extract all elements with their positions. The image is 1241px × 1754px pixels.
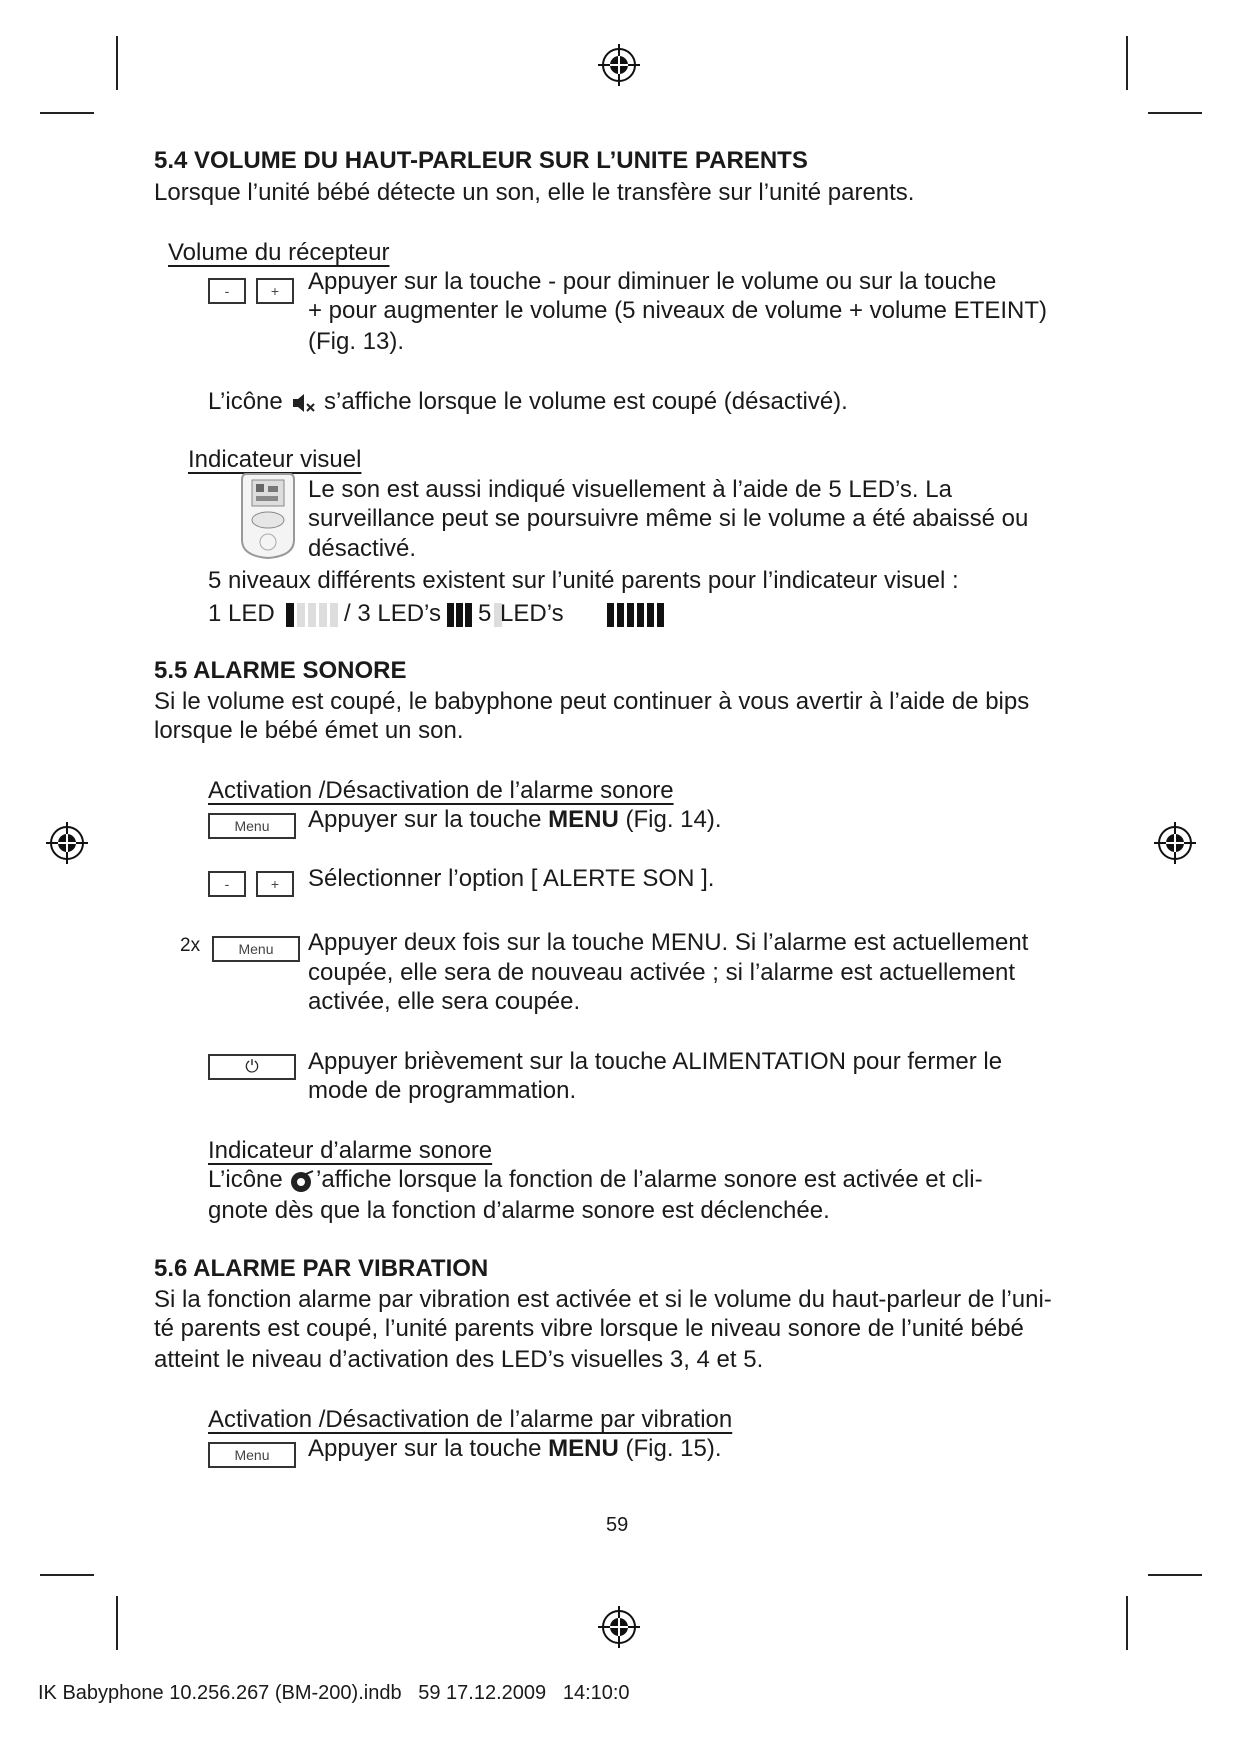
registration-mark-icon [1152, 820, 1198, 866]
plus-key[interactable]: + [256, 278, 294, 304]
crop-mark [1126, 1596, 1128, 1650]
minus-key[interactable]: - [208, 871, 246, 897]
led-3-label: / 3 LED’s [344, 600, 441, 627]
section-5-4-intro: Lorsque l’unité bébé détecte un son, elle le transfère sur l’unité parents. [154, 179, 915, 206]
visual-indicator-label: Indicateur visuel [188, 446, 362, 473]
indicator-suffix: ’affiche lorsque la fonction de l’alarme sonore est activée et cli- [316, 1166, 983, 1193]
visual-text-1: Le son est aussi indiqué visuellement à l’aide de 5 LED’s. La [308, 476, 952, 503]
sound-step-3-line-2: coupée, elle sera de nouveau activée ; si l’alarme est actuellement [308, 959, 1016, 986]
led-5-label: LED’s [500, 600, 564, 627]
registration-mark-icon [596, 42, 642, 88]
sound-alarm-icon [290, 1170, 314, 1194]
sound-step-3-line-3: activée, elle sera coupée. [308, 988, 581, 1015]
sound-step-2: Sélectionner l’option [ ALERTE SON ]. [308, 865, 715, 892]
sound-step-3-line-1: Appuyer deux fois sur la touche MENU. Si l’alarme est actuellement [308, 929, 1029, 956]
led-1-label: 1 LED [208, 600, 275, 627]
crop-mark [1148, 112, 1202, 114]
crop-mark [116, 1596, 118, 1650]
indicator-line-2: gnote dès que la fonction d’alarme sonore est déclenchée. [208, 1197, 830, 1224]
menu-key[interactable]: Menu [212, 936, 300, 962]
sound-step-4-line-1: Appuyer brièvement sur la touche ALIMENTATION pour fermer le [308, 1048, 1003, 1075]
section-5-5-intro-1: Si le volume est coupé, le babyphone peut continuer à vous avertir à l’aide de bips [154, 688, 1030, 715]
led-bar-5-icon [607, 603, 667, 627]
section-5-4-heading: 5.4 VOLUME DU HAUT-PARLEUR SUR L’UNITE PARENTS [154, 147, 808, 174]
led-bar-1-icon [286, 603, 342, 627]
vibration-activation-label: Activation /Désactivation de l’alarme par vibration [208, 1406, 733, 1433]
muted-speaker-icon [292, 392, 316, 414]
section-5-6-intro-2: té parents est coupé, l’unité parents vibre lorsque le niveau sonore de l’unité bébé [154, 1315, 1024, 1342]
volume-text-3: (Fig. 13). [308, 328, 405, 355]
section-5-6-intro-1: Si la fonction alarme par vibration est activée et si le volume du haut-parleur de l’uni- [154, 1286, 1052, 1313]
sound-step-1: Appuyer sur la touche MENU (Fig. 14). [308, 806, 722, 833]
volume-text-2: + pour augmenter le volume (5 niveaux de volume + volume ETEINT) [308, 297, 1048, 324]
menu-key[interactable]: Menu [208, 813, 296, 839]
levels-text: 5 niveaux différents existent sur l’unité parents pour l’indicateur visuel : [208, 567, 959, 594]
visual-text-3: désactivé. [308, 535, 417, 562]
crop-mark [40, 112, 94, 114]
menu-key[interactable]: Menu [208, 1442, 296, 1468]
crop-mark [1126, 36, 1128, 90]
mute-suffix: s’affiche lorsque le volume est coupé (désactivé). [324, 388, 848, 415]
section-5-6-intro-3: atteint le niveau d’activation des LED’s visuelles 3, 4 et 5. [154, 1346, 764, 1373]
section-5-5-intro-2: lorsque le bébé émet un son. [154, 717, 464, 744]
crop-mark [116, 36, 118, 90]
power-key[interactable]: ⏻ [208, 1054, 296, 1080]
parent-unit-icon [238, 470, 298, 562]
vibration-step-1: Appuyer sur la touche MENU (Fig. 15). [308, 1435, 722, 1462]
twice-label: 2x [180, 935, 201, 956]
crop-mark [40, 1574, 94, 1576]
sound-step-4-line-2: mode de programmation. [308, 1077, 577, 1104]
visual-text-2: surveillance peut se poursuivre même si le volume a été abaissé ou [308, 505, 1029, 532]
registration-mark-icon [44, 820, 90, 866]
led-bar-3-icon [447, 603, 477, 627]
volume-label: Volume du récepteur [168, 239, 390, 266]
indicator-prefix: L’icône [208, 1166, 283, 1193]
sound-alarm-indicator-label: Indicateur d’alarme sonore [208, 1137, 493, 1164]
section-5-6-heading: 5.6 ALARME PAR VIBRATION [154, 1255, 489, 1282]
page-number: 59 [606, 1514, 629, 1536]
section-5-5-heading: 5.5 ALARME SONORE [154, 657, 407, 684]
volume-text-1: Appuyer sur la touche - pour diminuer le volume ou sur la touche [308, 268, 997, 295]
mute-prefix: L’icône [208, 388, 283, 415]
minus-key[interactable]: - [208, 278, 246, 304]
sound-alarm-activation-label: Activation /Désactivation de l’alarme sonore [208, 777, 674, 804]
crop-mark [1148, 1574, 1202, 1576]
registration-mark-icon [596, 1604, 642, 1650]
footer-print-info: IK Babyphone 10.256.267 (BM-200).indb 59 17.12.2009 14:10:0 [38, 1682, 630, 1704]
led-5-number: 5 [478, 600, 492, 627]
plus-key[interactable]: + [256, 871, 294, 897]
